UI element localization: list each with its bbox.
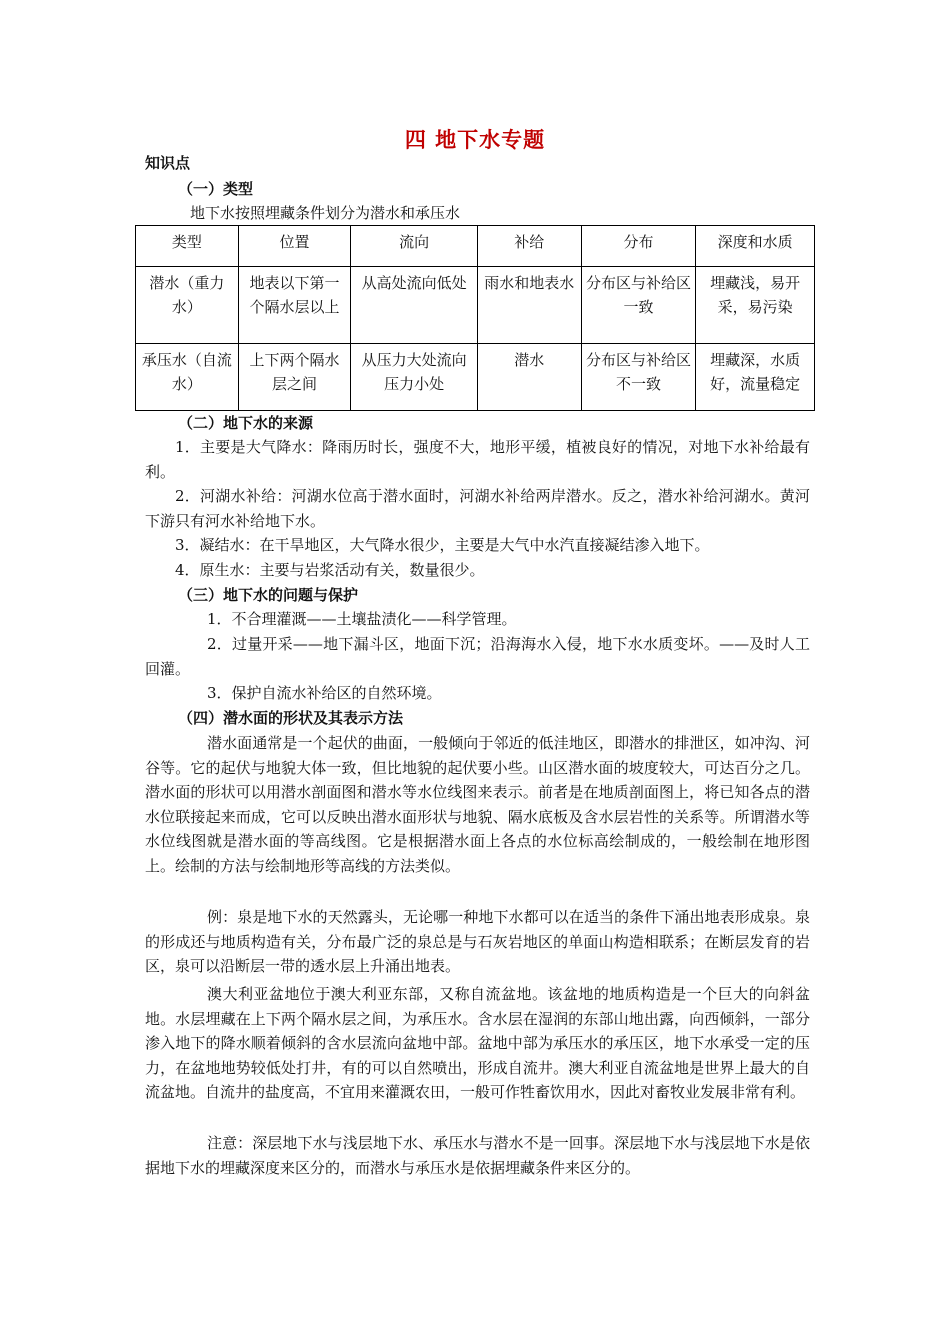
- table-cell: 潜水: [477, 344, 581, 411]
- table-cell: 从高处流向低处: [351, 267, 478, 344]
- source-item: 3．凝结水：在干旱地区，大气降水很少，主要是大气中水汽直接凝结渗入地下。: [175, 536, 710, 554]
- problem-item: 2．过量开采——地下漏斗区，地面下沉；沿海海水入侵，地下水水质变坏。——及时人工回灌。: [145, 635, 810, 678]
- table-cell: 从压力大处流向压力小处: [351, 344, 478, 411]
- table-cell: 分布区与补给区不一致: [581, 344, 696, 411]
- table-row: [136, 267, 815, 344]
- table-cell: 上下两个隔水层之间: [238, 344, 351, 411]
- table-header-cell: 流向: [351, 226, 478, 267]
- source-item: 4．原生水：主要与岩浆活动有关，数量很少。: [175, 561, 485, 579]
- types-intro: 地下水按照埋藏条件划分为潜水和承压水: [190, 204, 461, 222]
- groundwater-types-table: [135, 225, 815, 411]
- problem-item: 3．保护自流水补给区的自然环境。: [207, 684, 442, 702]
- table-header-cell: 深度和水质: [696, 226, 815, 267]
- problem-item: 1．不合理灌溉——土壤盐渍化——科学管理。: [207, 610, 517, 628]
- table-row: [136, 344, 815, 411]
- body-paragraph: 例：泉是地下水的天然露头，无论哪一种地下水都可以在适当的条件下涌出地表形成泉。泉的形成还与地质构造有关，分布最广泛的泉总是与石灰岩地区的单面山构造相联系；在断层发育的岩区，泉可以沿断层一带的透水层上升涌出地表。: [145, 908, 810, 975]
- table-cell: 地表以下第一个隔水层以上: [238, 267, 351, 344]
- table-cell: 分布区与补给区一致: [581, 267, 696, 344]
- table-header-cell: 类型: [136, 226, 239, 267]
- section-heading-problems: （三）地下水的问题与保护: [178, 586, 359, 604]
- table-cell: 埋藏浅，易开采，易污染: [696, 267, 815, 344]
- table-header-row: [136, 226, 815, 267]
- section-heading-shape: （四）潜水面的形状及其表示方法: [178, 709, 404, 727]
- table-cell: 雨水和地表水: [477, 267, 581, 344]
- source-item: 1．主要是大气降水：降雨历时长，强度不大，地形平缓，植被良好的情况，对地下水补给最有利。: [145, 438, 810, 481]
- source-item: 2．河湖水补给：河湖水位高于潜水面时，河湖水补给两岸潜水。反之，潜水补给河湖水。黄河下游只有河水补给地下水。: [145, 487, 810, 530]
- section-heading-sources: （二）地下水的来源: [178, 414, 314, 432]
- table-cell: 潜水（重力水）: [136, 267, 239, 344]
- body-paragraph: 潜水面通常是一个起伏的曲面，一般倾向于邻近的低洼地区，即潜水的排泄区，如冲沟、河谷等。它的起伏与地貌大体一致，但比地貌的起伏要小些。山区潜水面的坡度较大，可达百分之几。潜水面的形状可以用潜水剖面图和潜水等水位线图来表示。前者是在地质剖面图上，将已知各点的潜水位联接起来而成，它可以反映出潜水面形状与地貌、隔水底板及含水层岩性的关系等。所谓潜水等水位线图就是潜水面的等高线图。它是根据潜水面上各点的水位标高绘制成的，一般绘制在地形图上。绘制的方法与绘制地形等高线的方法类似。: [145, 734, 810, 875]
- page-title: 四 地下水专题: [404, 128, 546, 152]
- table-header-cell: 位置: [238, 226, 351, 267]
- table-cell: 埋藏深，水质好，流量稳定: [696, 344, 815, 411]
- body-paragraph: 澳大利亚盆地位于澳大利亚东部，又称自流盆地。该盆地的地质构造是一个巨大的向斜盆地。水层埋藏在上下两个隔水层之间，为承压水。含水层在湿润的东部山地出露，向西倾斜，一部分渗入地下的降水顺着倾斜的含水层流向盆地中部。盆地中部为承压水的承压区，地下水承受一定的压力，在盆地地势较低处打井，有的可以自然喷出，形成自流井。澳大利亚自流盆地是世界上最大的自流盆地。自流井的盐度高，不宜用来灌溉农田，一般可作牲畜饮用水，因此对畜牧业发展非常有利。: [145, 985, 810, 1101]
- knowledge-label: 知识点: [145, 154, 191, 172]
- table-cell: 承压水（自流水）: [136, 344, 239, 411]
- section-heading-types: （一）类型: [178, 180, 254, 198]
- body-paragraph: 注意：深层地下水与浅层地下水、承压水与潜水不是一回事。深层地下水与浅层地下水是依据地下水的埋藏深度来区分的，而潜水与承压水是依据埋藏条件来区分的。: [145, 1134, 810, 1177]
- table-header-cell: 分布: [581, 226, 696, 267]
- table-header-cell: 补给: [477, 226, 581, 267]
